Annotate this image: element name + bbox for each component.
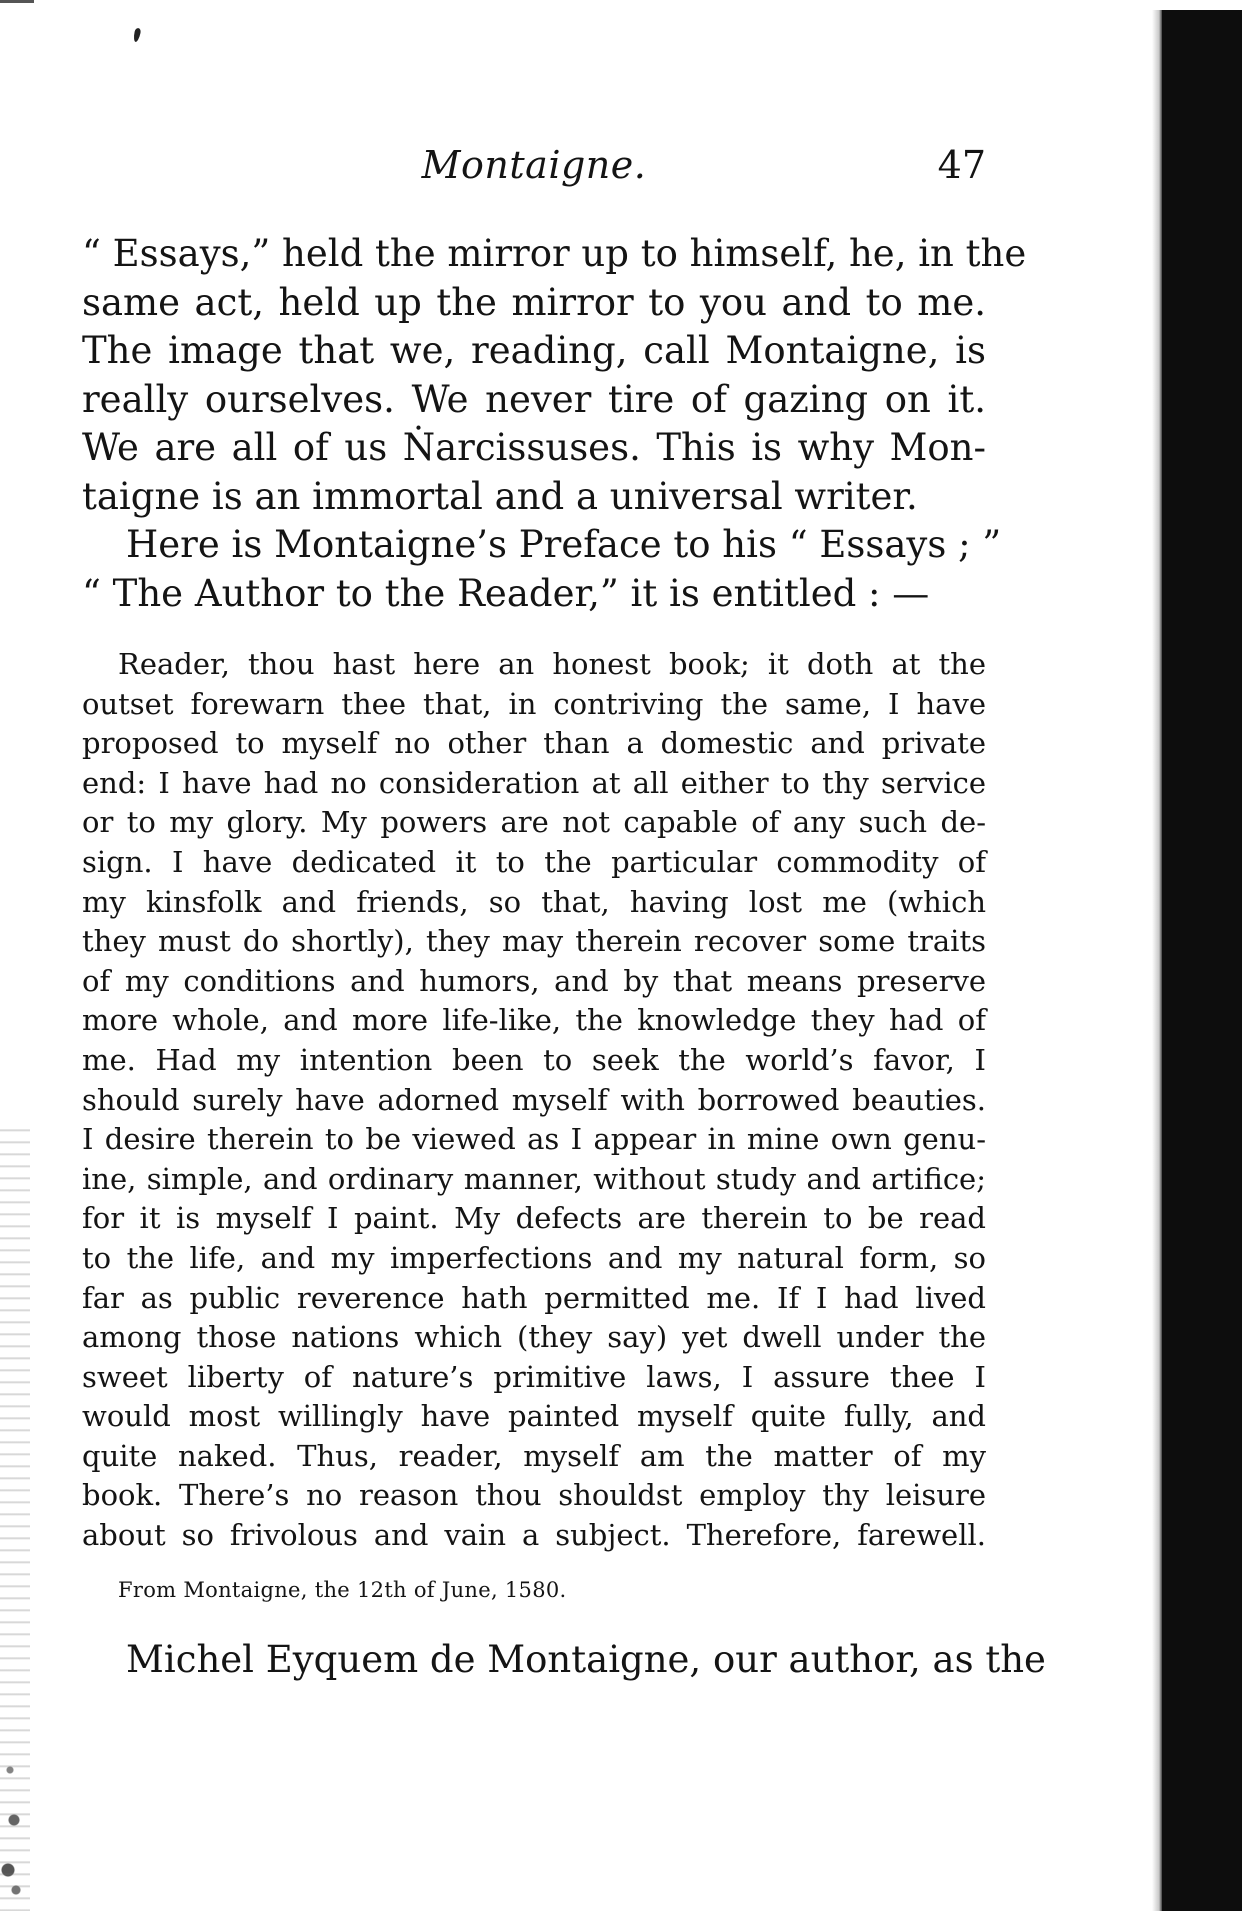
quote-line: Reader, thou hast here an honest book; it doth at the [118, 647, 986, 681]
quote-line: me. Had my intention been to seek the world’s favor, I [82, 1042, 986, 1077]
scan-left-specks [0, 620, 48, 1911]
quote-line: they must do shortly), they may therein recover some traits [82, 924, 986, 959]
quote-line: among those nations which (they say) yet dwell under the [82, 1320, 986, 1355]
scan-ink-mark [133, 28, 142, 43]
text-line: taigne is an immortal and a universal writer. [82, 474, 918, 518]
text-line: Michel Eyquem de Montaigne, our author, as the [126, 1638, 1046, 1681]
quote-line: end: I have had no consideration at all either to thy service [82, 765, 986, 800]
running-title: Montaigne. [421, 143, 647, 187]
page-number: 47 [937, 143, 986, 187]
quote-line: my kinsfolk and friends, so that, having lost me (which [82, 884, 986, 919]
quote-line: to the life, and my imperfections and my natural form, so [82, 1240, 986, 1275]
quote-line: outset forewarn thee that, in contriving the same, I have [82, 686, 986, 721]
quote-line: ine, simple, and ordinary manner, without study and artifice; [82, 1161, 986, 1196]
running-head [82, 140, 986, 190]
quote-line: far as public reverence hath permitted me. If I had lived [82, 1280, 986, 1315]
quote-line: book. There’s no reason thou shouldst employ thy leisure [82, 1478, 986, 1513]
quote-line: quite naked. Thus, reader, myself am the matter of my [82, 1438, 986, 1473]
quote-line: I desire therein to be viewed as I appear in mine own genu- [82, 1122, 986, 1157]
quote-line: sign. I have dedicated it to the particular commodity of [82, 844, 986, 879]
text-line: “ Essays,” held the mirror up to himself, he, in the [82, 232, 1027, 275]
quote-line: about so frivolous and vain a subject. Therefore, farewell. [82, 1518, 986, 1553]
quote-line: or to my glory. My powers are not capable of any such de- [82, 805, 986, 840]
quote-line: more whole, and more life-like, the knowledge they had of [82, 1003, 986, 1038]
text-line: same act, held up the mirror to you and to me. [82, 280, 986, 324]
scan-edge-gradient [1152, 10, 1162, 1911]
preface-quote-block [82, 645, 986, 1556]
text-line: We are all of us Ṅarcissuses. This is why Mon- [82, 426, 986, 470]
quote-line: proposed to myself no other than a domestic and private [82, 726, 986, 761]
quote-line: should surely have adorned myself with borrowed beauties. [82, 1082, 986, 1117]
preface-signature: From Montaigne, the 12th of June, 1580. [118, 1578, 567, 1602]
quote-line: sweet liberty of nature’s primitive laws, I assure thee I [82, 1359, 986, 1394]
scan-top-speck [0, 0, 34, 3]
paragraph-preface-intro [82, 521, 1002, 618]
scan-edge-shadow [1162, 10, 1242, 1911]
text-line: Here is Montaigne’s Preface to his “ Essays ; ” [126, 523, 1002, 566]
paragraph-essays-mirror [82, 230, 1027, 522]
quote-line: would most willingly have painted myself quite fully, and [82, 1399, 986, 1434]
quote-line: for it is myself I paint. My defects are therein to be read [82, 1201, 986, 1236]
quote-line: of my conditions and humors, and by that means preserve [82, 963, 986, 998]
closing-line [126, 1636, 1046, 1684]
text-line: “ The Author to the Reader,” it is entitled : — [82, 571, 930, 615]
text-line: really ourselves. We never tire of gazing on it. [82, 377, 986, 421]
text-line: The image that we, reading, call Montaigne, is [82, 329, 986, 373]
